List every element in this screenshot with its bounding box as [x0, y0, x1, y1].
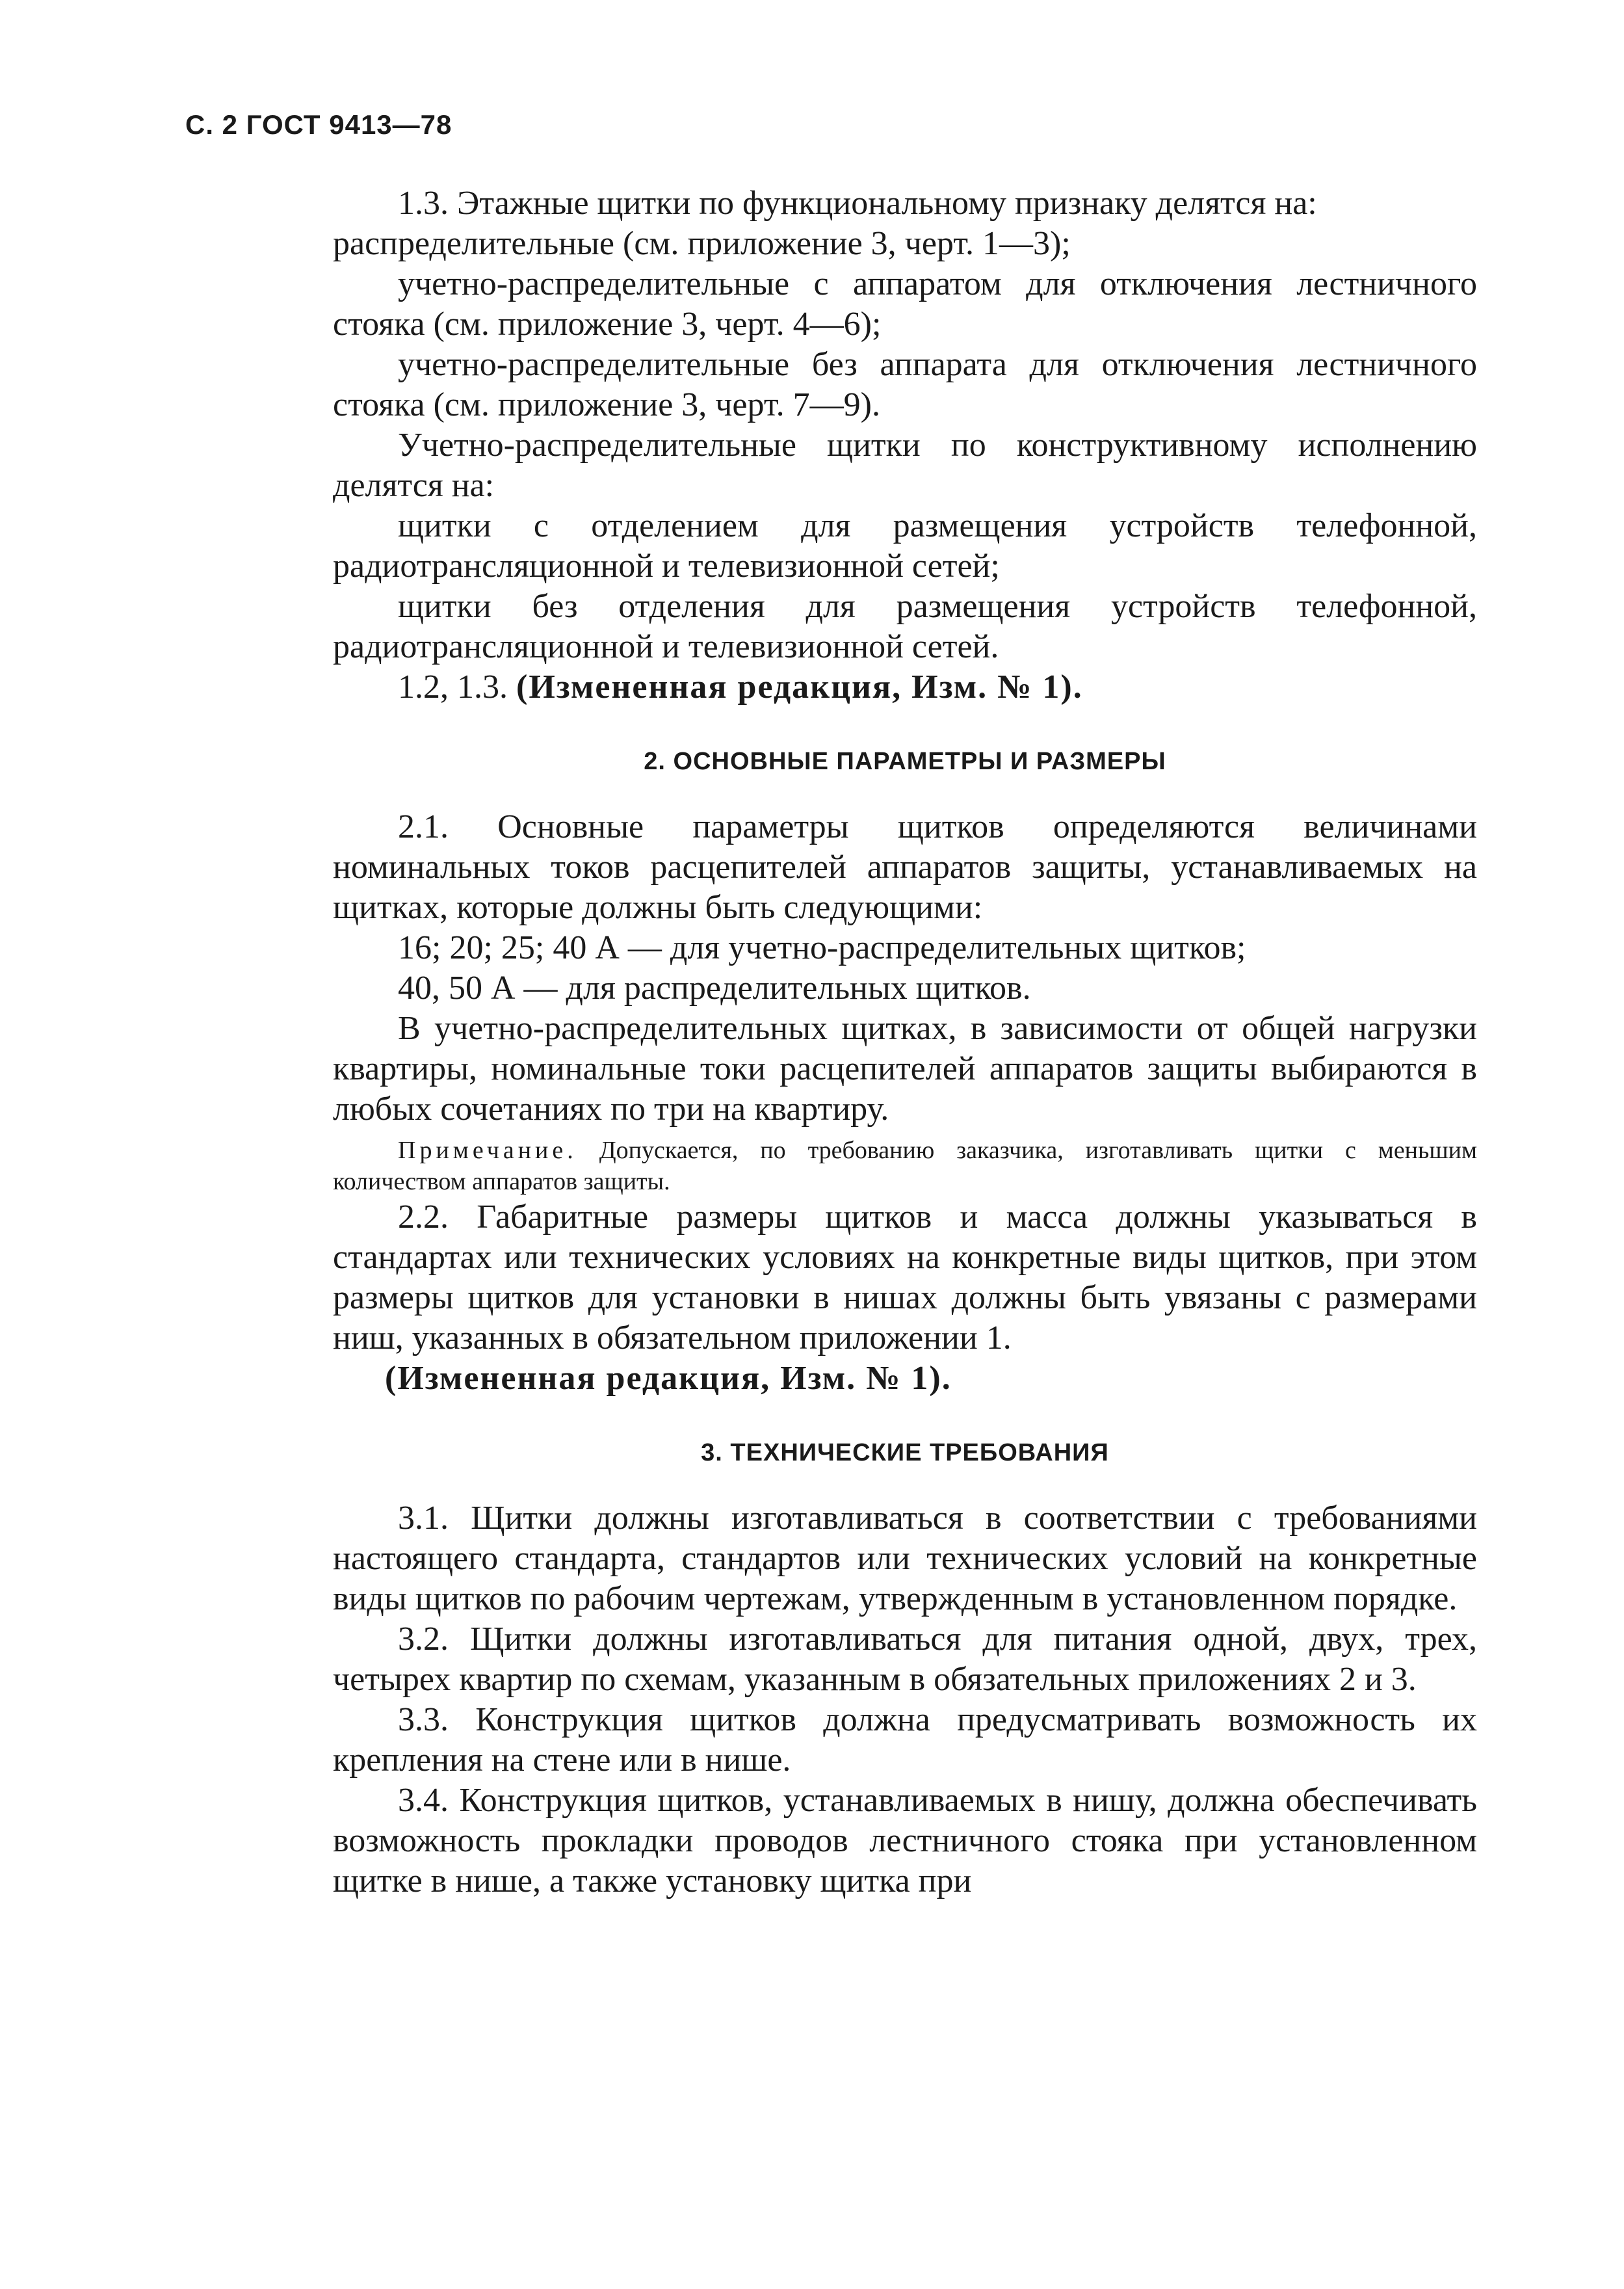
note-label: Примечание.: [398, 1137, 577, 1164]
current-values-distribution: 40, 50 А — для распределительных щитков.: [398, 970, 1031, 1007]
page-header: С. 2 ГОСТ 9413—78: [185, 109, 452, 140]
document-body: [333, 183, 1477, 1901]
paragraph-current-combinations: В учетно-распределительных щитках, в зависимости от общей нагрузки квартиры, номинальные токи расцепителей аппаратов защиты выбираются в любых сочетаниях по три на квартиру.: [333, 1010, 1477, 1128]
paragraph-3-4: 3.4. Конструкция щитков, устанавливаемых в нишу, должна обеспечивать возможность прокладки проводов лестничного стояка при установленном щитке в нише, а также установку щитка при: [333, 1782, 1477, 1899]
paragraph-3-2: 3.2. Щитки должны изготавливаться для питания одной, двух, трех, четырех квартир по схемам, указанным в обязательных приложениях 2 и 3.: [333, 1621, 1477, 1698]
list-item-metering-with-switch: учетно-распределительные с аппаратом для отключения лестничного стояка (см. приложение 3, черт. 4—6);: [333, 265, 1477, 343]
section-2: [333, 748, 1477, 1399]
amendment-ref: 1.2, 1.3.: [398, 668, 516, 706]
list-item-without-compartment: щитки без отделения для размещения устройств телефонной, радиотрансляционной и телевизионной сетей.: [333, 588, 1477, 665]
paragraph-3-3: 3.3. Конструкция щитков должна предусматривать возможность их крепления на стене или в нише.: [333, 1701, 1477, 1779]
paragraph-1-3: 1.3. Этажные щитки по функциональному признаку делятся на:: [398, 185, 1317, 222]
amendment-label: (Измененная редакция, Изм. № 1).: [516, 668, 1083, 706]
note-text: Допускается, по требованию заказчика, изготавливать щитки с меньшим количеством аппаратов защиты.: [333, 1137, 1477, 1195]
section-1: [333, 183, 1477, 708]
paragraph-design-variants: Учетно-распределительные щитки по конструктивному исполнению делятся на:: [333, 427, 1477, 504]
section-3: [333, 1439, 1477, 1901]
list-item-with-compartment: щитки с отделением для размещения устройств телефонной, радиотрансляционной и телевизионной сетей;: [333, 507, 1477, 585]
paragraph-2-1: 2.1. Основные параметры щитков определяются величинами номинальных токов расцепителей аппаратов защиты, устанавливаемых на щитках, которые должны быть следующими:: [333, 808, 1477, 926]
list-item-distribution: распределительные (см. приложение 3, черт. 1—3);: [333, 225, 1071, 262]
amendment-note-1: [333, 667, 1477, 708]
list-item-metering-without-switch: учетно-распределительные без аппарата для отключения лестничного стояка (см. приложение 3, черт. 7—9).: [333, 346, 1477, 423]
note-paragraph: [333, 1135, 1477, 1197]
paragraph-2-2: 2.2. Габаритные размеры щитков и масса должны указываться в стандартах или технических условиях на конкретные виды щитков, при этом размеры щитков для установки в нишах должны быть увязаны с размерами ниш, указанных в обязательном приложении 1.: [333, 1198, 1477, 1356]
section-2-heading: 2. ОСНОВНЫЕ ПАРАМЕТРЫ И РАЗМЕРЫ: [644, 748, 1166, 775]
paragraph-3-1: 3.1. Щитки должны изготавливаться в соответствии с требованиями настоящего стандарта, стандартов или технических условий на конкретные виды щитков по рабочим чертежам, утвержденным в установленном порядке.: [333, 1500, 1477, 1617]
amendment-note-2: (Измененная редакция, Изм. № 1).: [385, 1360, 952, 1397]
section-3-heading: 3. ТЕХНИЧЕСКИЕ ТРЕБОВАНИЯ: [701, 1439, 1109, 1466]
current-values-metering: 16; 20; 25; 40 А — для учетно-распределительных щитков;: [398, 929, 1246, 966]
